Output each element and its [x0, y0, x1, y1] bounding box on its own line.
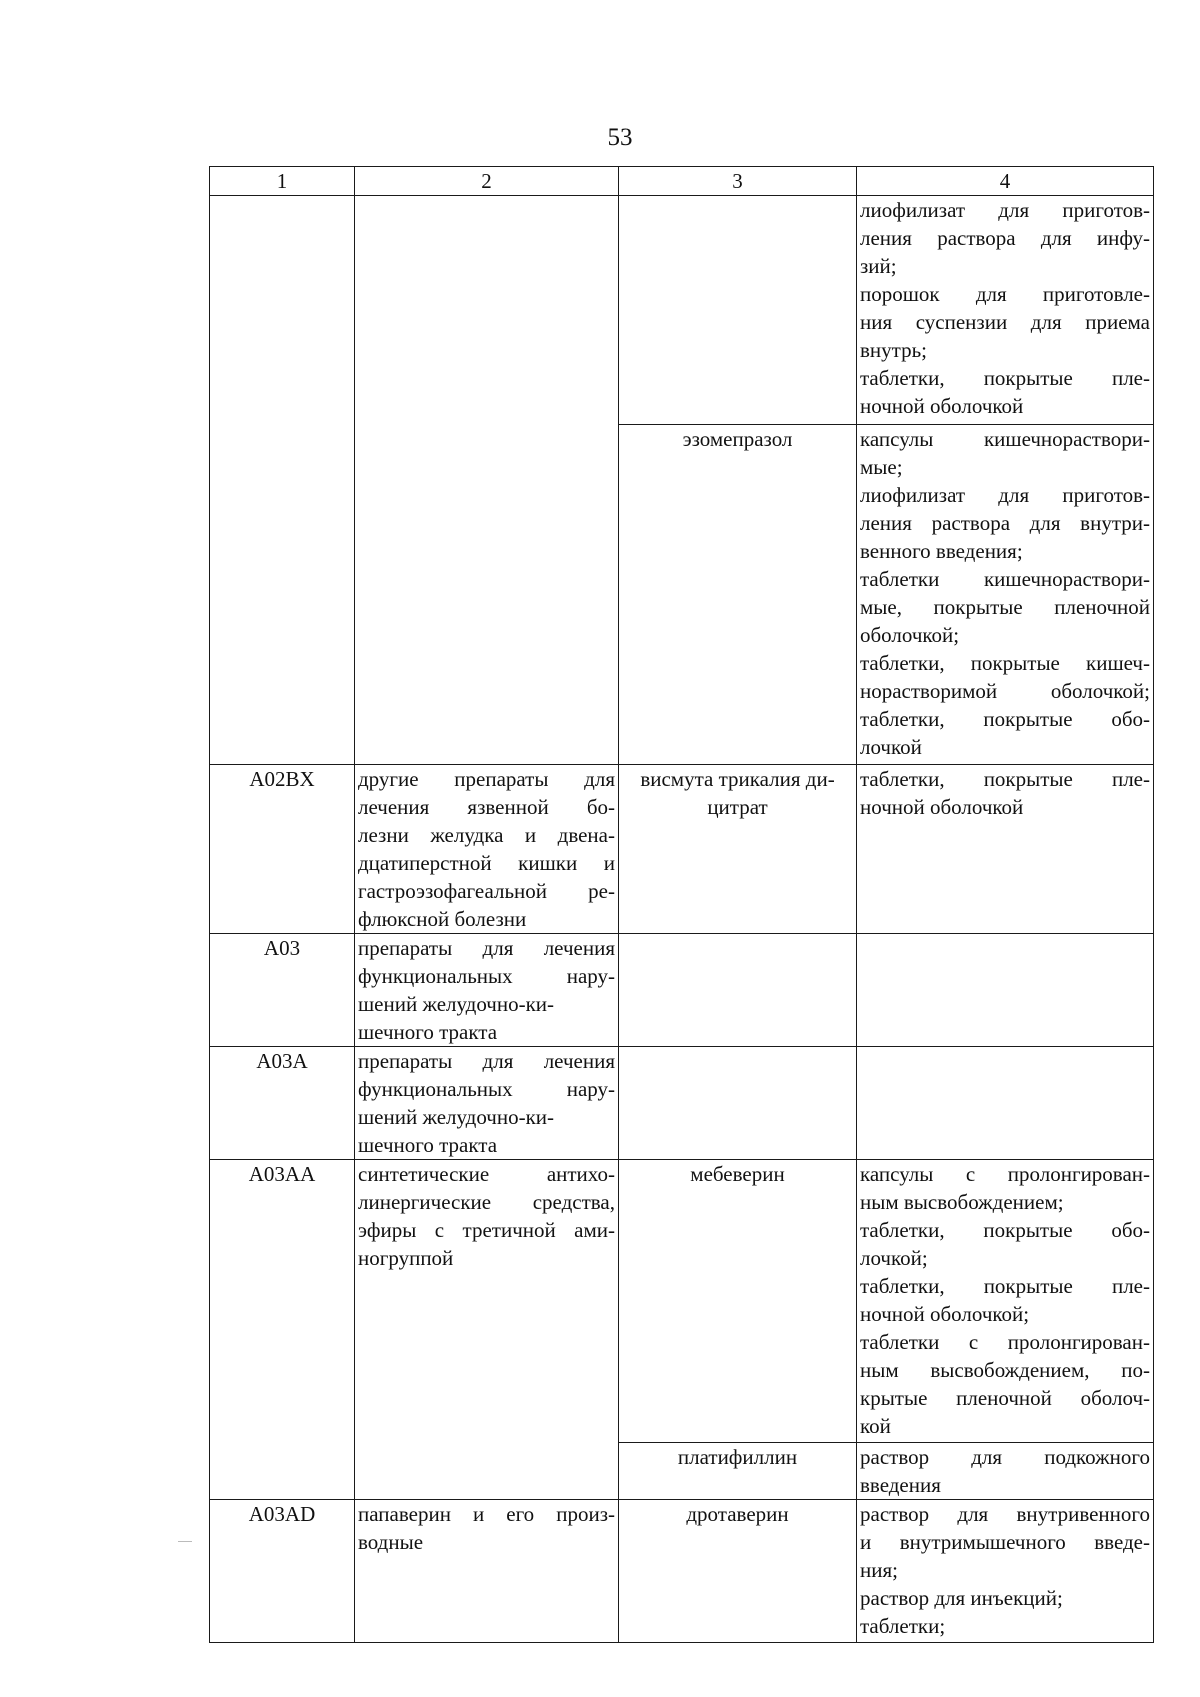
- dosage-form-line: капсулы с пролонгирован-: [860, 1162, 1150, 1186]
- inn-line: дротаверин: [686, 1502, 789, 1526]
- inn-line: эзомепразол: [682, 427, 793, 451]
- dosage-form-line: внутрь;: [860, 338, 927, 362]
- dosage-form-line: порошок для приготовле-: [860, 282, 1150, 306]
- group-cell: [355, 934, 619, 1047]
- dosage-form-line: мые;: [860, 455, 903, 479]
- dosage-form-line: крытые пленочной оболоч-: [860, 1386, 1150, 1410]
- atc-code-cell: A03AA: [210, 1160, 355, 1500]
- dosage-form-cell: [857, 1160, 1154, 1443]
- table-row: [210, 765, 1154, 934]
- group-line: ногруппой: [358, 1246, 454, 1270]
- inn-line: висмута трикалия ди-: [640, 767, 835, 791]
- table-row: [210, 1160, 1154, 1443]
- group-line: линергические средства,: [358, 1190, 615, 1214]
- inn-cell: [619, 1160, 857, 1443]
- group-line: шений желудочно-ки-: [358, 992, 555, 1016]
- dosage-form-line: венного введения;: [860, 539, 1023, 563]
- group-line: папаверин и его произ-: [358, 1502, 615, 1526]
- dosage-form-line: раствор для инъекций;: [860, 1586, 1063, 1610]
- group-line: шечного тракта: [358, 1133, 498, 1157]
- dosage-form-line: ления раствора для внутри-: [860, 511, 1150, 535]
- drug-table: [209, 166, 1154, 1643]
- group-line: препараты для лечения: [358, 936, 615, 960]
- dosage-form-line: кой: [860, 1414, 891, 1438]
- dosage-form-line: таблетки, покрытые кишеч-: [860, 651, 1150, 675]
- header-row: [210, 167, 1154, 196]
- dosage-form-line: лочкой: [860, 735, 922, 759]
- dosage-form-cell: [857, 765, 1154, 934]
- inn-line: платифиллин: [677, 1445, 798, 1469]
- dosage-form-line: и внутримышечного введе-: [860, 1530, 1150, 1554]
- group-line: лезни желудка и двена-: [358, 823, 615, 847]
- group-line: препараты для лечения: [358, 1049, 615, 1073]
- group-line: другие препараты для: [358, 767, 615, 791]
- dosage-form-line: ным высвобождением, по-: [860, 1358, 1150, 1382]
- dosage-form-line: ночной оболочкой: [860, 394, 1024, 418]
- group-cell: [355, 1047, 619, 1160]
- group-line: шечного тракта: [358, 1020, 498, 1044]
- table-row: [210, 1047, 1154, 1160]
- inn-cell: [619, 765, 857, 934]
- table-row: [210, 934, 1154, 1047]
- inn-cell: [619, 425, 857, 765]
- atc-code-cell: A03AD: [210, 1500, 355, 1643]
- dosage-form-line: таблетки, покрытые пле-: [860, 767, 1150, 791]
- inn-cell: [619, 1047, 857, 1160]
- table-row: [210, 196, 1154, 425]
- dosage-form-line: ния;: [860, 1558, 898, 1582]
- margin-mark: [178, 1541, 192, 1542]
- dosage-form-line: введения: [860, 1473, 941, 1497]
- dosage-form-line: ночной оболочкой;: [860, 1302, 1030, 1326]
- table-row: [210, 1500, 1154, 1643]
- group-line: функциональных нару-: [358, 1077, 615, 1101]
- inn-cell: [619, 196, 857, 425]
- dosage-form-line: лиофилизат для приготов-: [860, 198, 1150, 222]
- dosage-form-line: норастворимой оболочкой;: [860, 679, 1150, 703]
- inn-cell: [619, 1500, 857, 1643]
- dosage-form-cell: [857, 1443, 1154, 1500]
- group-line: эфиры с третичной ами-: [358, 1218, 615, 1242]
- dosage-form-cell: [857, 934, 1154, 1047]
- atc-code-cell: A02BX: [210, 765, 355, 934]
- dosage-form-line: мые, покрытые пленочной: [860, 595, 1150, 619]
- atc-code-cell: A03: [210, 934, 355, 1047]
- dosage-form-line: ния суспензии для приема: [860, 310, 1150, 334]
- dosage-form-cell: [857, 1047, 1154, 1160]
- group-line: гастроэзофагеальной ре-: [358, 879, 615, 903]
- inn-cell: [619, 1443, 857, 1500]
- dosage-form-line: таблетки, покрытые пле-: [860, 366, 1150, 390]
- group-line: шений желудочно-ки-: [358, 1105, 555, 1129]
- atc-code-cell: [210, 196, 355, 765]
- group-line: дцатиперстной кишки и: [358, 851, 615, 875]
- header-col-1: 1: [210, 167, 355, 196]
- header-col-3: 3: [619, 167, 857, 196]
- dosage-form-line: зий;: [860, 254, 897, 278]
- dosage-form-line: ления раствора для инфу-: [860, 226, 1150, 250]
- group-line: функциональных нару-: [358, 964, 615, 988]
- dosage-form-cell: [857, 196, 1154, 425]
- dosage-form-line: лиофилизат для приготов-: [860, 483, 1150, 507]
- group-line: флюксной болезни: [358, 907, 527, 931]
- header-col-2: 2: [355, 167, 619, 196]
- group-line: лечения язвенной бо-: [358, 795, 615, 819]
- dosage-form-line: таблетки, покрытые пле-: [860, 1274, 1150, 1298]
- inn-line: мебеверин: [690, 1162, 785, 1186]
- atc-code-cell: A03A: [210, 1047, 355, 1160]
- inn-cell: [619, 934, 857, 1047]
- dosage-form-line: оболочкой;: [860, 623, 960, 647]
- dosage-form-line: раствор для подкожного: [860, 1445, 1150, 1469]
- dosage-form-line: раствор для внутривенного: [860, 1502, 1150, 1526]
- dosage-form-line: таблетки кишечнораствори-: [860, 567, 1150, 591]
- inn-line: цитрат: [707, 795, 768, 819]
- dosage-form-cell: [857, 1500, 1154, 1643]
- dosage-form-line: таблетки, покрытые обо-: [860, 707, 1150, 731]
- group-cell: [355, 1160, 619, 1500]
- dosage-form-line: таблетки с пролонгирован-: [860, 1330, 1150, 1354]
- header-col-4: 4: [857, 167, 1154, 196]
- dosage-form-line: таблетки;: [860, 1614, 946, 1638]
- dosage-form-line: ным высвобождением;: [860, 1190, 1064, 1214]
- dosage-form-line: таблетки, покрытые обо-: [860, 1218, 1150, 1242]
- dosage-form-cell: [857, 425, 1154, 765]
- dosage-form-line: капсулы кишечнораствори-: [860, 427, 1150, 451]
- group-cell: [355, 1500, 619, 1643]
- dosage-form-line: лочкой;: [860, 1246, 928, 1270]
- group-cell: [355, 196, 619, 765]
- group-cell: [355, 765, 619, 934]
- group-line: синтетические антихо-: [358, 1162, 615, 1186]
- page-number: 53: [607, 124, 633, 151]
- dosage-form-line: ночной оболочкой: [860, 795, 1024, 819]
- group-line: водные: [358, 1530, 424, 1554]
